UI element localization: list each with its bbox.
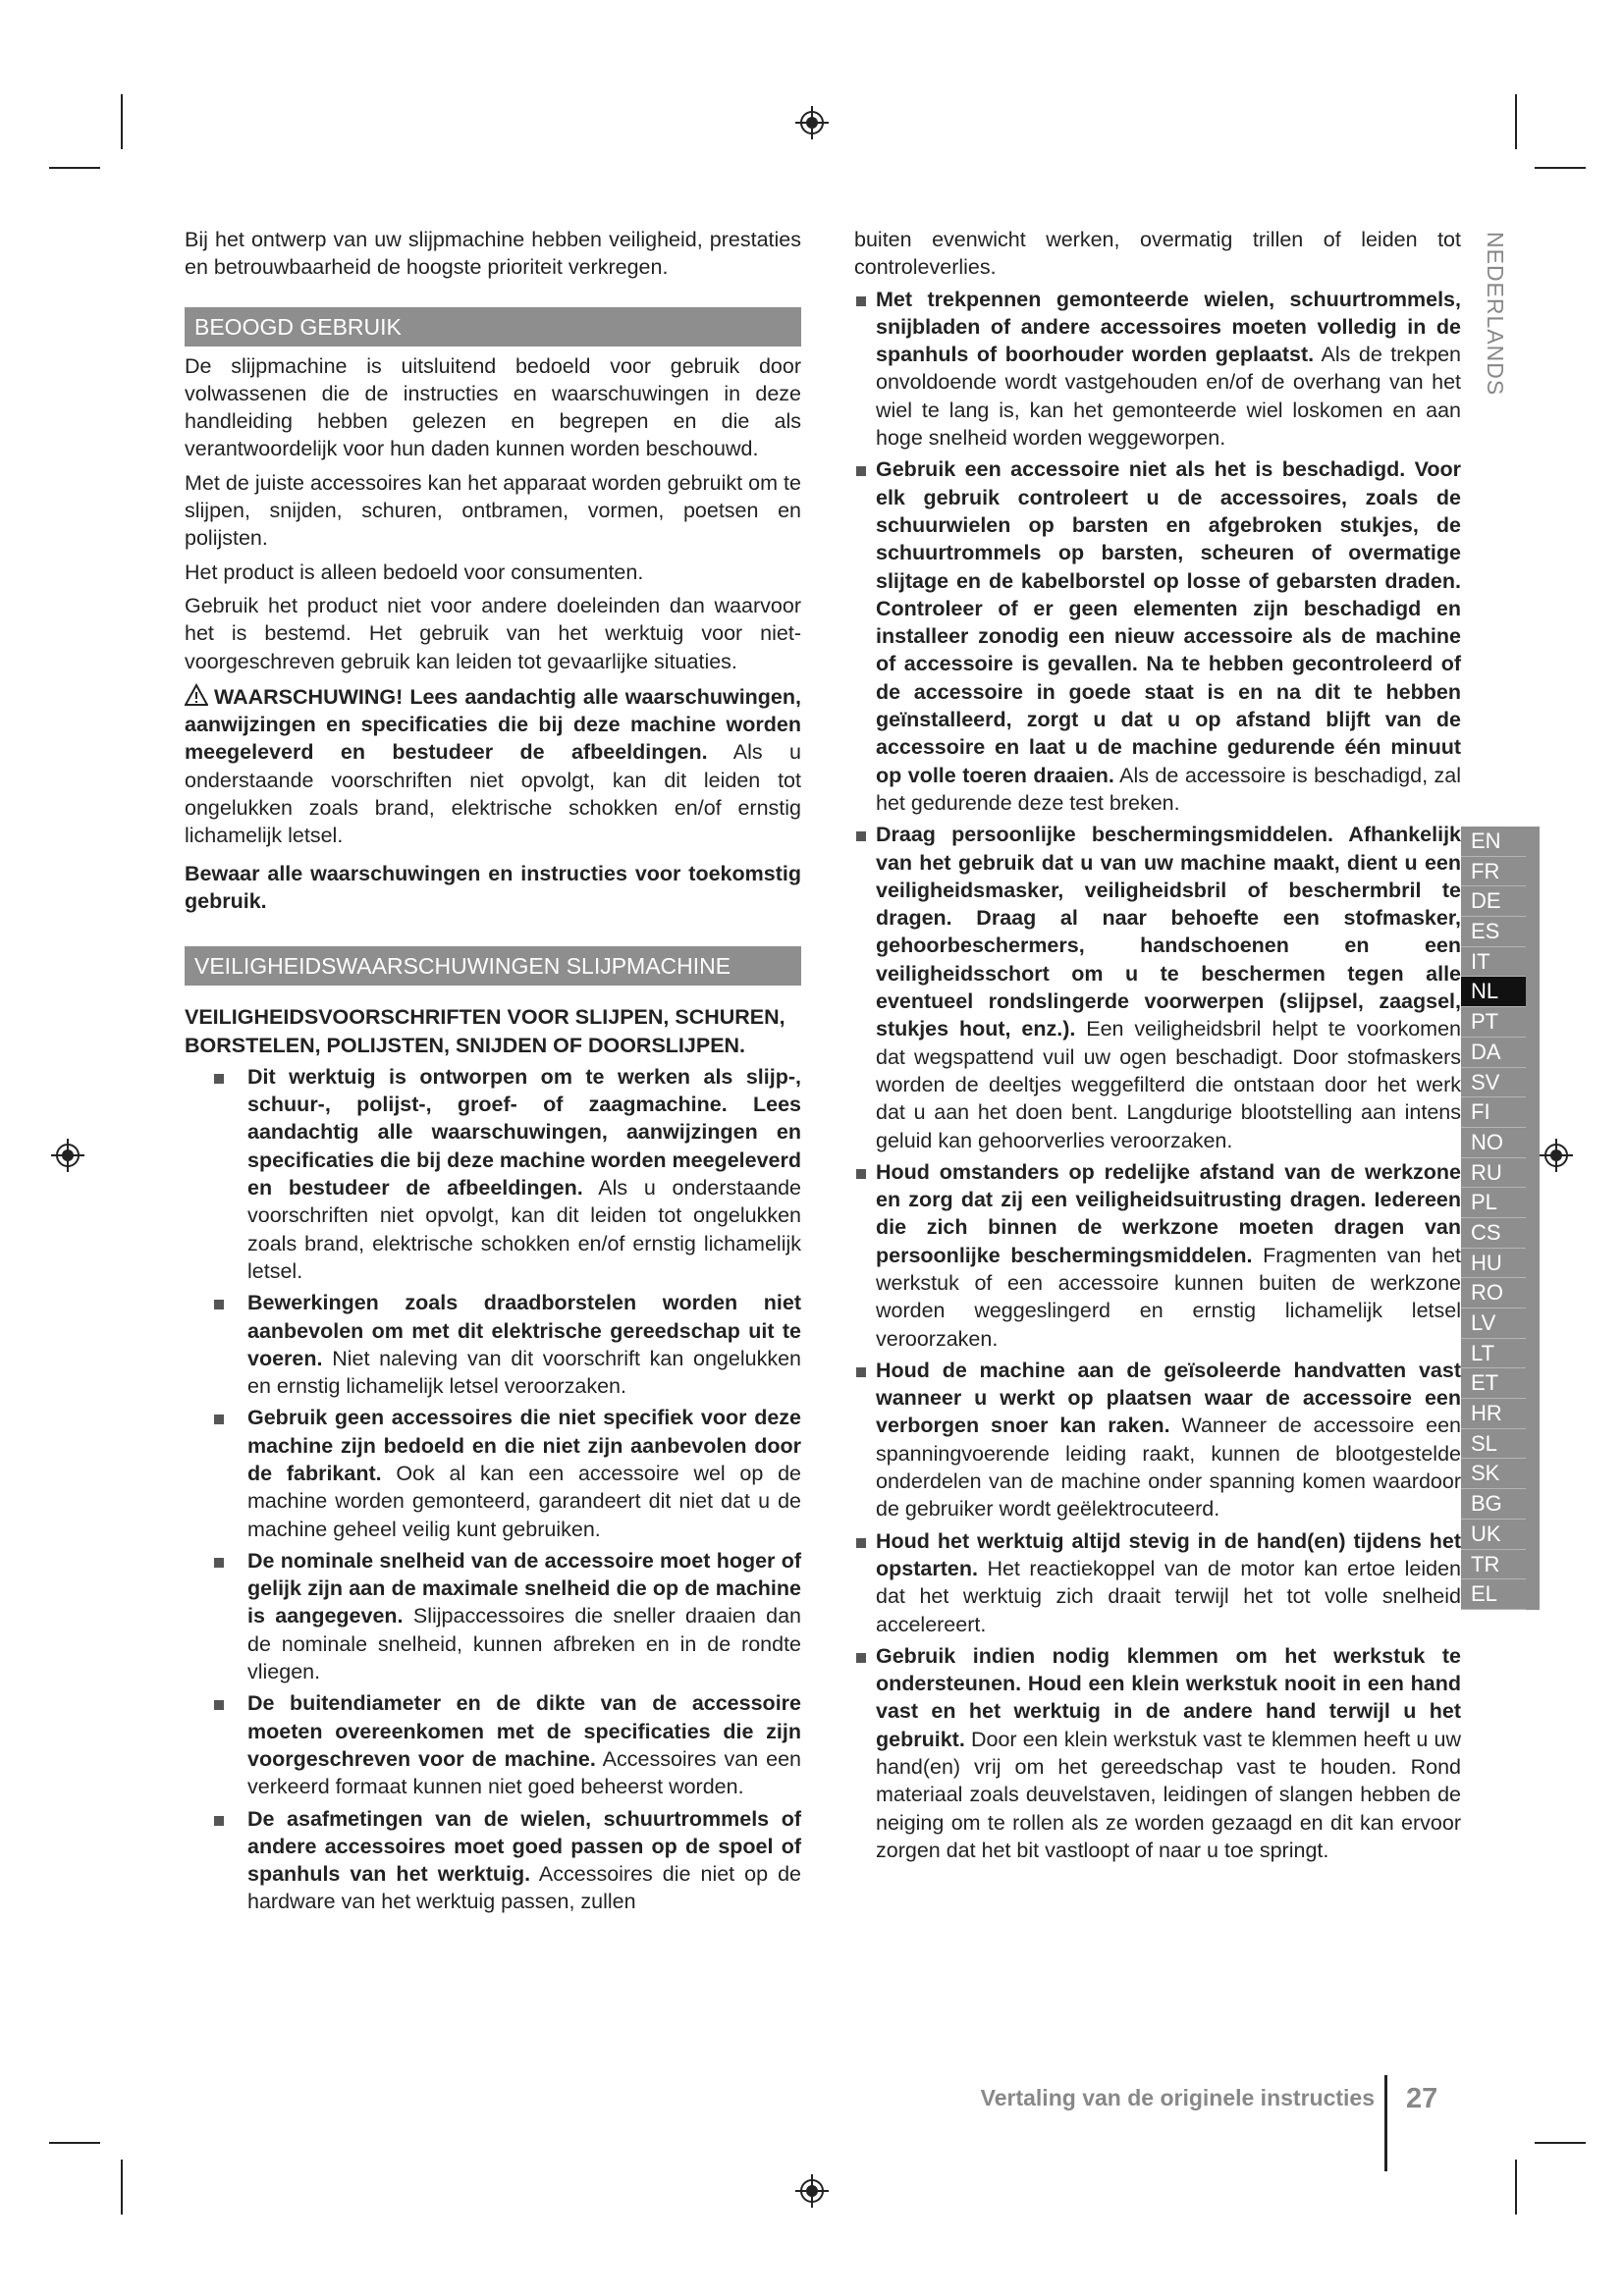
- language-tab[interactable]: PL: [1461, 1188, 1526, 1218]
- paragraph: De slijpmachine is uitsluitend bedoeld voor gebruik door volwassenen die de instructies en waarschuwingen in deze handleiding hebben gelezen en begrepen en die als verantwoordelijk voor hun daden kunnen worden beschouwd.: [185, 353, 801, 461]
- keep-instructions: Bewaar alle waarschuwingen en instructies voor toekomstig gebruik.: [185, 861, 801, 913]
- paragraph: Gebruik het product niet voor andere doeleinden dan waarvoor het is bestemd. Het gebruik van het werktuig voor niet-voorgeschreven gebruik kan leiden tot gevaarlijke situaties.: [185, 593, 801, 673]
- language-tab[interactable]: BG: [1461, 1489, 1526, 1520]
- language-tab[interactable]: SV: [1461, 1068, 1526, 1098]
- language-tab[interactable]: TR: [1461, 1550, 1526, 1580]
- language-tab[interactable]: LV: [1461, 1308, 1526, 1339]
- footer-divider: [1384, 2075, 1387, 2171]
- footer-text: Vertaling van de originele instructies: [980, 2085, 1375, 2110]
- language-tab[interactable]: UK: [1461, 1520, 1526, 1550]
- language-tab[interactable]: LT: [1461, 1339, 1526, 1369]
- crop-mark: [1535, 167, 1586, 169]
- crop-mark: [1515, 2160, 1517, 2215]
- crop-mark: [49, 167, 100, 169]
- language-tab[interactable]: RU: [1461, 1158, 1526, 1189]
- crop-mark: [1515, 94, 1517, 149]
- list-item: Gebruik indien nodig klemmen om het werkstuk te ondersteunen. Houd een klein werkstuk nooit in een hand vast en het werktuig in de andere hand terwijl u het gebruikt. Door een klein werkstuk vast te klemmen heeft u uw hand(en) vrij om het gereedschap vast te houden. Rond materiaal zoals deuvelstaven, leidingen of slangen hebben de neiging om te rollen als ze worden gezaagd en dit kan ervoor zorgen dat het bit vastloopt of naar u toe springt.: [854, 1642, 1461, 1864]
- language-tab[interactable]: ET: [1461, 1368, 1526, 1399]
- language-tab[interactable]: CS: [1461, 1218, 1526, 1249]
- list-item: Draag persoonlijke beschermingsmiddelen. Afhankelijk van het gebruik dat u van uw machine maakt, dient u een veiligheidsmasker, veiligheidsbril of beschermbril te dragen. Draag al naar behoefte een stofmasker, gehoorbeschermers, handschoenen en een veiligheidsschort om u te beschermen tegen alle eventueel rondslingerde voorwerpen (slijpsel, zaagsel, stukjes hout, enz.). Een veiligheidsbril helpt te voorkomen dat wegspattend vuil uw ogen beschadigt. Door stofmaskers worden de deeltjes weggefilterd die ontstaan door het werk dat u aan het doen bent. Langdurige blootstelling aan intens geluid kan gehoorverlies veroorzaken.: [854, 821, 1461, 1154]
- list-item: De asafmetingen van de wielen, schuurtrommels of andere accessoires moet goed passen op de spoel of spanhuls van het werktuig. Accessoires die niet op de hardware van het werktuig passen, zullen: [211, 1805, 801, 1916]
- language-tab[interactable]: SL: [1461, 1429, 1526, 1460]
- language-tab-active[interactable]: NL: [1461, 977, 1526, 1007]
- list-item: De nominale snelheid van de accessoire moet hoger of gelijk zijn aan de maximale snelheid die op de machine is aangegeven. Slijpaccessoires die sneller draaien dan de nominale snelheid, kunnen afbreken en in de rondte vliegen.: [211, 1547, 801, 1685]
- language-tab[interactable]: PT: [1461, 1007, 1526, 1038]
- safety-subheading: VEILIGHEIDSVOORSCHRIFTEN VOOR SLIJPEN, SCHUREN, BORSTELEN, POLIJSTEN, SNIJDEN OF DOORSLIJPEN.: [185, 1005, 785, 1057]
- list-item: Gebruik een accessoire niet als het is beschadigd. Voor elk gebruik controleert u de accessoires, zoals de schuurwielen op barsten en afgebroken stukjes, de schuurtrommels op barsten, scheuren of overmatige slijtage en de kabelborstel op losse of gebarsten draden. Controleer of er geen elementen zijn beschadigd en installeer zonodig een nieuw accessoire als de machine of accessoire is gevallen. Na te hebben gecontroleerd of de accessoire in goede staat is en na dit te hebben geïnstalleerd, zorgt u dat u op afstand blijft van de accessoire en laat u de machine gedurende één minuut op volle toeren draaien. Als de accessoire is beschadigd, zal het gedurende deze test breken.: [854, 455, 1461, 817]
- list-item: Houd omstanders op redelijke afstand van de werkzone en zorg dat zij een veiligheidsuitrusting dragen. Iedereen die zich binnen de werkzone moeten dragen van persoonlijke beschermingsmiddelen. Fragmenten van het werkstuk of een accessoire kunnen buiten de werkzone worden weggeslingerd en ernstig lichamelijk letsel veroorzaken.: [854, 1158, 1461, 1353]
- list-item: Houd de machine aan de geïsoleerde handvatten vast wanneer u werkt op plaatsen waar de accessoire een verborgen snoer kan raken. Wanneer de accessoire een spanningvoerende leiding raakt, kunnen de blootgestelde onderdelen van de machine onder spanning komen waardoor de gebruiker wordt geëlektrocuteerd.: [854, 1357, 1461, 1523]
- language-tabs: [1461, 827, 1540, 1610]
- language-side-label: [1480, 228, 1509, 424]
- list-item: Gebruik geen accessoires die niet specifiek voor deze machine zijn bedoeld en die niet zijn aanbevolen door de fabrikant. Ook al kan een accessoire wel op de machine worden gemonteerd, garandeert dit niet dat u de machine geheel veilig kunt gebruiken.: [211, 1404, 801, 1542]
- warning-text: Als u onderstaande voorschriften niet opvolgt, kan dit leiden tot ongelukken zoals brand, elektrische schokken en/of ernstig lichamelijk letsel.: [185, 740, 801, 848]
- list-item: Met trekpennen gemonteerde wielen, schuurtrommels, snijbladen of andere accessoires moeten volledig in de spanhuls of boorhouder worden geplaatst. Als de trekpen onvoldoende wordt vastgehouden en/of de overhang van het wiel te lang is, kan het gemonteerde wiel loskomen en aan hoge snelheid worden weggeworpen.: [854, 286, 1461, 453]
- paragraph: Het product is alleen bedoeld voor consumenten.: [185, 560, 644, 584]
- language-tab[interactable]: DA: [1461, 1038, 1526, 1068]
- language-tab[interactable]: EN: [1461, 827, 1526, 857]
- page-number: 27: [1406, 2083, 1438, 2114]
- warning-bold-text: WAARSCHUWING! Lees aandachtig alle waarschuwingen, aanwijzingen en specificaties die bij deze machine worden meegeleverd en bestudeer de afbeeldingen.: [185, 684, 801, 765]
- crop-mark: [1535, 2142, 1586, 2144]
- right-bullet-list: [854, 286, 1461, 1865]
- language-tab[interactable]: RO: [1461, 1278, 1526, 1308]
- section-header-safety: VEILIGHEIDSWAARSCHUWINGEN SLIJPMACHINE: [185, 946, 801, 986]
- language-tab[interactable]: HU: [1461, 1249, 1526, 1279]
- section-header-intended-use: BEOOGD GEBRUIK: [185, 307, 801, 347]
- language-tab[interactable]: FR: [1461, 857, 1526, 887]
- crop-mark: [121, 94, 123, 149]
- language-tab[interactable]: NO: [1461, 1128, 1526, 1158]
- intro-paragraph: Bij het ontwerp van uw slijpmachine hebben veiligheid, prestaties en betrouwbaarheid de hoogste prioriteit verkregen.: [185, 228, 801, 280]
- warning-triangle-icon: [185, 683, 208, 707]
- paragraph: Met de juiste accessoires kan het apparaat worden gebruikt om te slijpen, snijden, schuren, ontbramen, vormen, poetsen en polijsten.: [185, 470, 801, 551]
- list-item: Houd het werktuig altijd stevig in de hand(en) tijdens het opstarten. Het reactiekoppel van de motor kan ertoe leiden dat het werktuig zich draait terwijl het tot volle snelheid accelereert.: [854, 1527, 1461, 1638]
- registration-mark-icon: [795, 106, 829, 139]
- language-label-text: NEDERLANDS: [1483, 232, 1508, 397]
- language-tab[interactable]: HR: [1461, 1399, 1526, 1429]
- left-column: [185, 226, 801, 1916]
- language-tab[interactable]: IT: [1461, 947, 1526, 978]
- list-item: Dit werktuig is ontworpen om te werken als slijp-, schuur-, polijst-, groef- of zaagmachine. Lees aandachtig alle waarschuwingen, aanwijzingen en specificaties die bij deze machine worden meegeleverd en bestudeer de afbeeldingen. Als u onderstaande voorschriften niet opvolgt, kan dit leiden tot ongelukken zoals brand, elektrische schokken en/of ernstig lichamelijk letsel.: [211, 1063, 801, 1285]
- language-tab[interactable]: EL: [1461, 1579, 1526, 1610]
- registration-mark-icon: [1540, 1139, 1573, 1172]
- language-tab[interactable]: DE: [1461, 886, 1526, 917]
- language-tab[interactable]: SK: [1461, 1459, 1526, 1489]
- crop-mark: [49, 2142, 100, 2144]
- language-tab[interactable]: FI: [1461, 1097, 1526, 1128]
- list-item: Bewerkingen zoals draadborstelen worden niet aanbevolen om met dit elektrische gereedschap uit te voeren. Niet naleving van dit voorschrift kan ongelukken en ernstig lichamelijk letsel veroorzaken.: [211, 1289, 801, 1400]
- right-column: [854, 226, 1461, 1864]
- list-item: De buitendiameter en de dikte van de accessoire moeten overeenkomen met de specificaties die zijn voorgeschreven voor de machine. Accessoires van een verkeerd formaat kunnen niet goed beheerst worden.: [211, 1689, 801, 1800]
- warning-paragraph: [185, 683, 801, 850]
- crop-mark: [121, 2160, 123, 2215]
- registration-mark-icon: [51, 1139, 84, 1172]
- language-tab[interactable]: ES: [1461, 917, 1526, 947]
- left-bullet-list: [185, 1063, 801, 1916]
- registration-mark-icon: [795, 2174, 829, 2208]
- continuation-text: buiten evenwicht werken, overmatig trillen of leiden tot controleverlies.: [854, 228, 1461, 280]
